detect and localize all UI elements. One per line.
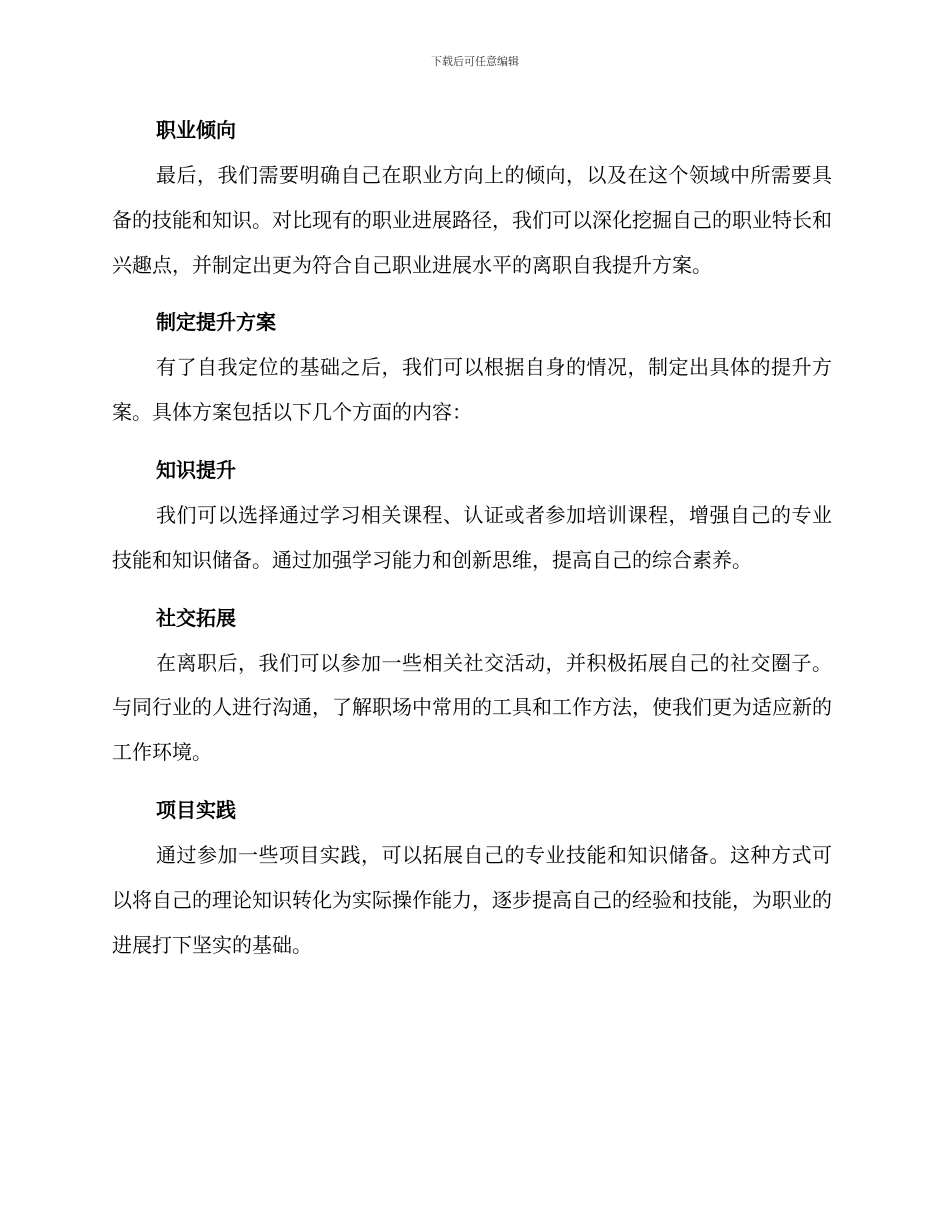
section-career-orientation [112,108,832,287]
section-heading: 制定提升方案 [156,310,276,335]
section-heading: 项目实践 [156,797,236,822]
section-heading: 社交拓展 [156,605,236,630]
section-paragraph: 在离职后，我们可以参加一些相关社交活动，并积极拓展自己的社交圈子。与同行业的人进行沟通，了解职场中常用的工具和工作方法，使我们更为适应新的工作环境。 [112,650,832,765]
section-project-practice [112,788,832,967]
section-improvement-plan [112,300,832,435]
section-social-expansion [112,596,832,775]
section-heading: 职业倾向 [156,118,236,142]
document-body [112,108,832,967]
section-heading: 知识提升 [156,457,236,482]
section-paragraph: 有了自我定位的基础之后，我们可以根据自身的情况，制定出具体的提升方案。具体方案包括以下几个方面的内容： [112,355,832,425]
section-paragraph: 通过参加一些项目实践，可以拓展自己的专业技能和知识储备。这种方式可以将自己的理论知识转化为实际操作能力，逐步提高自己的经验和技能，为职业的进展打下坚实的基础。 [112,842,832,957]
section-paragraph: 我们可以选择通过学习相关课程、认证或者参加培训课程，增强自己的专业技能和知识储备。通过加强学习能力和创新思维，提高自己的综合素养。 [112,502,832,572]
page-header-note: 下载后可任意编辑 [431,55,519,68]
section-paragraph: 最后，我们需要明确自己在职业方向上的倾向，以及在这个领域中所需要具备的技能和知识。对比现有的职业进展路径，我们可以深化挖掘自己的职业特长和兴趣点，并制定出更为符合自己职业进展水平的离职自我提升方案。 [112,163,832,277]
section-knowledge-improvement [112,448,832,583]
